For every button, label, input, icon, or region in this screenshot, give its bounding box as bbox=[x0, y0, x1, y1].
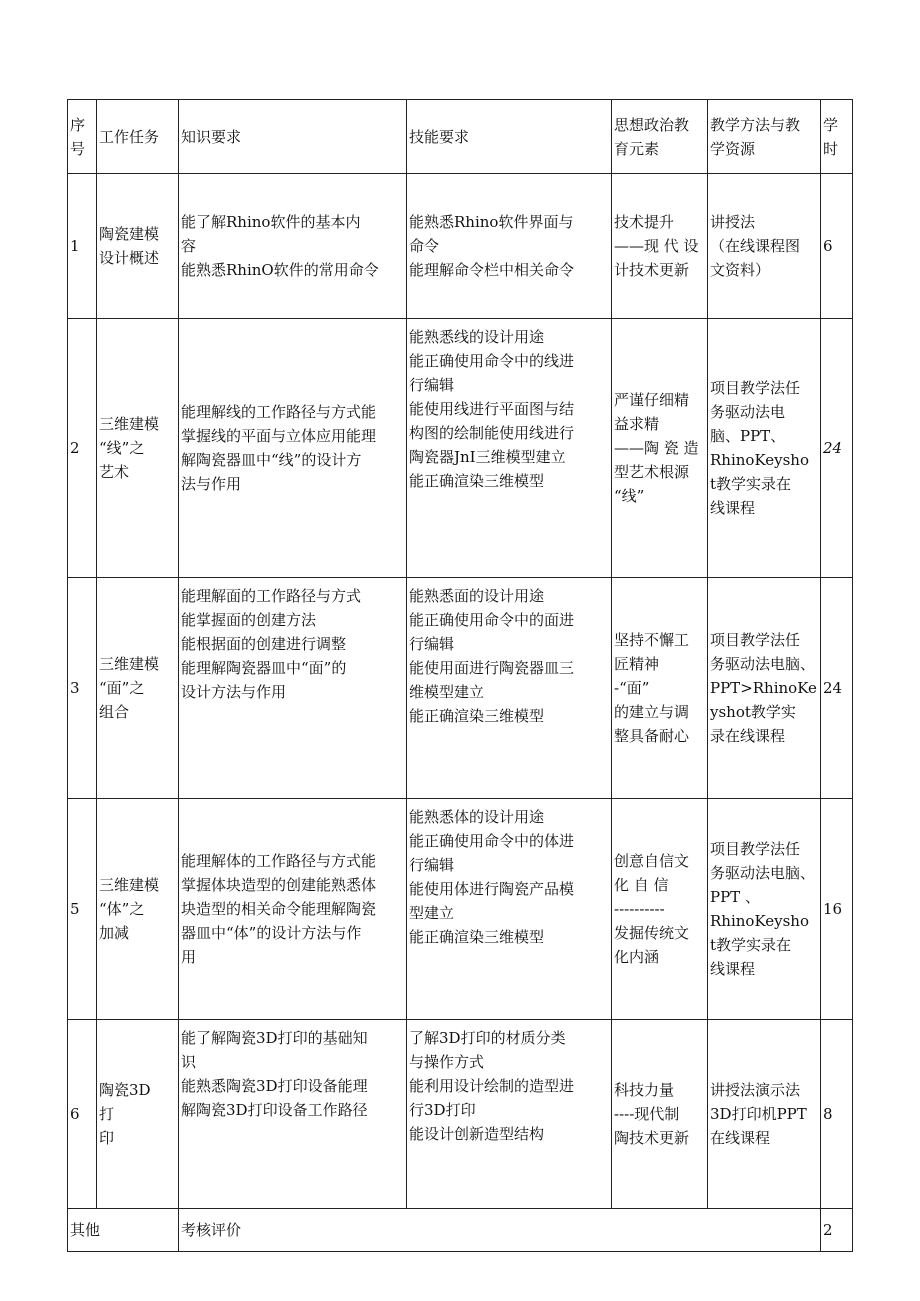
cell-method: 讲授法 （在线课程图 文资料） bbox=[708, 174, 821, 319]
cell-knowledge: 能理解面的工作路径与方式 能掌握面的创建方法 能根据面的创建进行调整 能理解陶瓷器皿中“面”的 设计方法与作用 bbox=[179, 578, 407, 799]
cell-hours: 8 bbox=[821, 1020, 853, 1209]
cell-skill: 能熟悉体的设计用途 能正确使用命令中的体进 行编辑 能使用体进行陶瓷产品模 型建立 能正确渲染三维模型 bbox=[407, 799, 612, 1020]
cell-knowledge: 能了解陶瓷3D打印的基础知 识 能熟悉陶瓷3D打印设备能理 解陶瓷3D打印设备工作路径 bbox=[179, 1020, 407, 1209]
table-row bbox=[68, 319, 853, 578]
cell-knowledge: 能理解线的工作路径与方式能 掌握线的平面与立体应用能理 解陶瓷器皿中“线”的设计方 法与作用 bbox=[179, 319, 407, 578]
cell-no: 3 bbox=[68, 578, 97, 799]
header-ideology: 思想政治教 育元素 bbox=[612, 100, 708, 174]
cell-skill: 了解3D打印的材质分类 与操作方式 能利用设计绘制的造型进 行3D打印 能设计创新造型结构 bbox=[407, 1020, 612, 1209]
cell-task: 三维建模 “面”之 组合 bbox=[97, 578, 179, 799]
cell-knowledge: 能理解体的工作路径与方式能 掌握体块造型的创建能熟悉体 块造型的相关命令能理解陶瓷 器皿中“体”的设计方法与作 用 bbox=[179, 799, 407, 1020]
header-hours: 学 时 bbox=[821, 100, 853, 174]
cell-no: 1 bbox=[68, 174, 97, 319]
cell-ideology: 科技力量 ----现代制 陶技术更新 bbox=[612, 1020, 708, 1209]
table-row bbox=[68, 799, 853, 1020]
table-row bbox=[68, 174, 853, 319]
cell-task: 陶瓷3D 打 印 bbox=[97, 1020, 179, 1209]
table-row bbox=[68, 578, 853, 799]
cell-method: 讲授法演示法 3D打印机PPT 在线课程 bbox=[708, 1020, 821, 1209]
cell-method: 项目教学法任 务驱动法电脑、 PPT>RhinoKe yshot教学实 录在线课程 bbox=[708, 578, 821, 799]
cell-task: 三维建模 “体”之 加减 bbox=[97, 799, 179, 1020]
cell-skill: 能熟悉Rhino软件界面与 命令 能理解命令栏中相关命令 bbox=[407, 174, 612, 319]
header-no: 序 号 bbox=[68, 100, 97, 174]
cell-ideology: 创意自信文 化 自 信 ---------- 发掘传统文 化内涵 bbox=[612, 799, 708, 1020]
cell-task: 三维建模 “线”之 艺术 bbox=[97, 319, 179, 578]
header-method: 教学方法与教 学资源 bbox=[708, 100, 821, 174]
header-skill: 技能要求 bbox=[407, 100, 612, 174]
cell-ideology: 技术提升 ——现 代 设 计技术更新 bbox=[612, 174, 708, 319]
cell-method: 项目教学法任 务驱动法电 脑、PPT、 RhinoKeysho t教学实录在 线课程 bbox=[708, 319, 821, 578]
cell-hours: 16 bbox=[821, 799, 853, 1020]
cell-ideology: 严谨仔细精 益求精 ——陶 瓷 造 型艺术根源 “线” bbox=[612, 319, 708, 578]
cell-method: 项目教学法任 务驱动法电脑、 PPT 、 RhinoKeysho t教学实录在 线课程 bbox=[708, 799, 821, 1020]
cell-hours: 6 bbox=[821, 174, 853, 319]
cell-skill: 能熟悉面的设计用途 能正确使用命令中的面进 行编辑 能使用面进行陶瓷器皿三 维模型建立 能正确渲染三维模型 bbox=[407, 578, 612, 799]
cell-hours: 24 bbox=[821, 319, 853, 578]
cell-knowledge: 能了解Rhino软件的基本内 容 能熟悉RhinO软件的常用命令 bbox=[179, 174, 407, 319]
cell-no: 6 bbox=[68, 1020, 97, 1209]
footer-label: 其他 bbox=[68, 1209, 179, 1252]
header-task: 工作任务 bbox=[97, 100, 179, 174]
course-table bbox=[67, 99, 853, 1252]
cell-hours: 24 bbox=[821, 578, 853, 799]
table-row bbox=[68, 1020, 853, 1209]
footer-row bbox=[68, 1209, 853, 1252]
cell-task: 陶瓷建模 设计概述 bbox=[97, 174, 179, 319]
cell-skill: 能熟悉线的设计用途 能正确使用命令中的线进 行编辑 能使用线进行平面图与结 构图的绘制能使用线进行 陶瓷器JnI三维模型建立 能正确渲染三维模型 bbox=[407, 319, 612, 578]
footer-hours: 2 bbox=[821, 1209, 853, 1252]
cell-no: 5 bbox=[68, 799, 97, 1020]
cell-ideology: 坚持不懈工 匠精神 -“面” 的建立与调 整具备耐心 bbox=[612, 578, 708, 799]
header-row bbox=[68, 100, 853, 174]
footer-content: 考核评价 bbox=[179, 1209, 821, 1252]
cell-no: 2 bbox=[68, 319, 97, 578]
header-knowledge: 知识要求 bbox=[179, 100, 407, 174]
